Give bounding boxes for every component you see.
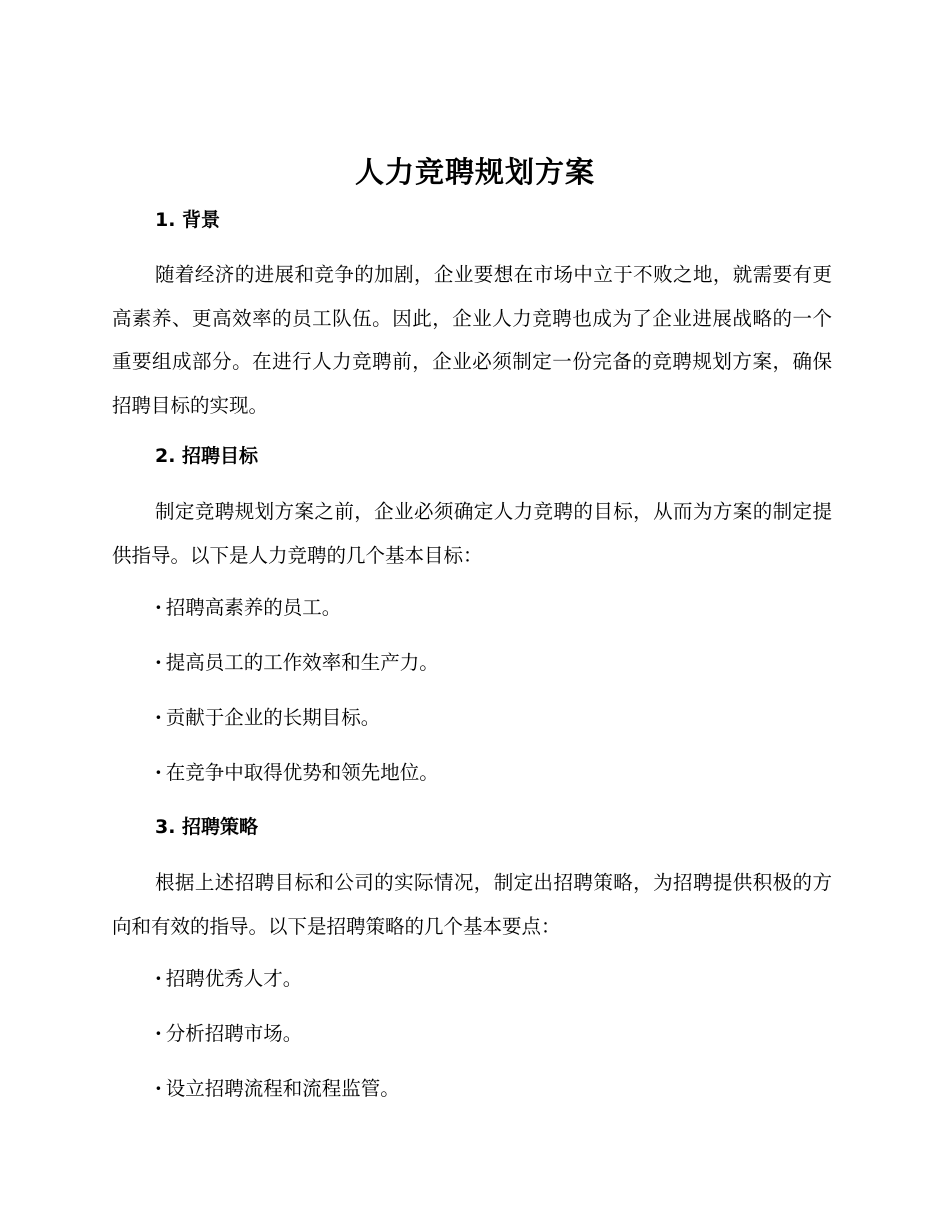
section-heading-strategy: 3. 招聘策略 [155,816,259,838]
section-paragraph-strategy: 根据上述招聘目标和公司的实际情况，制定出招聘策略，为招聘提供积极的方向和有效的指导。以下是招聘策略的几个基本要点： [112,871,832,938]
bullet-icon: · [155,967,162,990]
section-paragraph-background: 随着经济的进展和竞争的加剧，企业要想在市场中立于不败之地，就需要有更高素养、更高效率的员工队伍。因此，企业人力竞聘也成为了企业进展战略的一个重要组成部分。在进行人力竞聘前，企业必须制定一份完备的竞聘规划方案，确保招聘目标的实现。 [112,263,832,417]
bullet-icon: · [155,596,162,619]
section-paragraph-goals: 制定竞聘规划方案之前，企业必须确定人力竞聘的目标，从而为方案的制定提供指导。以下是人力竞聘的几个基本目标： [112,500,832,567]
list-item [155,649,439,677]
list-item-text: 招聘优秀人才。 [165,967,303,990]
list-item-text: 设立招聘流程和流程监管。 [165,1077,400,1100]
list-item-text: 招聘高素养的员工。 [165,596,342,619]
section-heading-goals: 2. 招聘目标 [155,445,259,467]
list-item-text: 在竞争中取得优势和领先地位。 [165,761,439,784]
document-title: 人力竞聘规划方案 [354,155,595,189]
list-item [155,594,341,622]
list-item [155,965,302,993]
list-item-text: 贡献于企业的长期目标。 [165,706,381,729]
list-item [155,1020,302,1048]
bullet-icon: · [155,706,162,729]
section-heading-background: 1. 背景 [155,209,221,231]
list-item-text: 分析招聘市场。 [165,1022,303,1045]
list-item [155,704,380,732]
list-item [155,1075,400,1103]
bullet-icon: · [155,1022,162,1045]
list-item-text: 提高员工的工作效率和生产力。 [165,651,439,674]
bullet-icon: · [155,1077,162,1100]
bullet-icon: · [155,761,162,784]
list-item [155,759,439,787]
bullet-icon: · [155,651,162,674]
